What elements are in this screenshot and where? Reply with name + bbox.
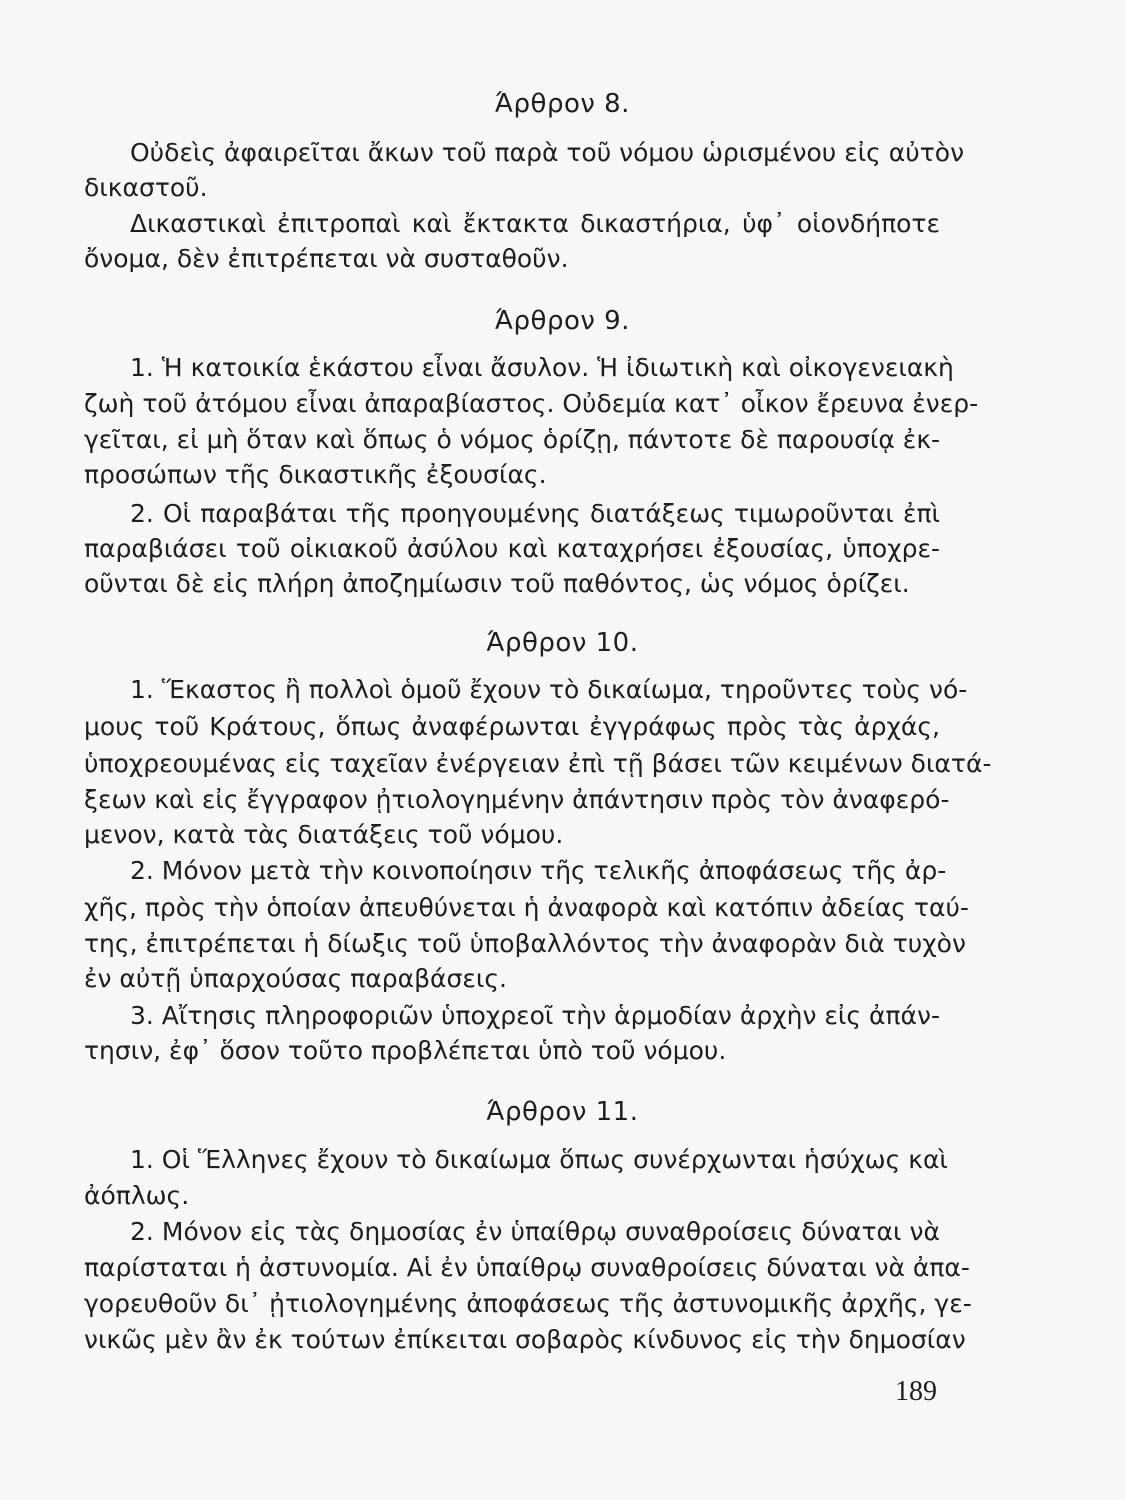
article-10-heading: Άρθρον 10. [486,628,639,658]
article-8-line-2: δικαστοῦ. [84,173,208,202]
article-10-line-2: μους τοῦ Κράτους, ὅπως ἀναφέρωνται ἐγγράφως πρὸς τὰς ἀρχάς, [84,712,940,741]
article-9-line-6: παραβιάσει τοῦ οἰκιακοῦ ἀσύλου καὶ καταχρήσει ἐξουσίας, ὑποχρε- [84,534,940,563]
article-10-line-5: μενον, κατὰ τὰς διατάξεις τοῦ νόμου. [84,820,564,849]
article-10-line-10: 3. Αἴτησις πληροφοριῶν ὑποχρεοῖ τὴν ἁρμοδίαν ἀρχὴν εἰς ἀπάν- [130,1001,940,1030]
article-9-line-7: οῦνται δὲ εἰς πλήρη ἀποζημίωσιν τοῦ παθόντος, ὡς νόμος ὁρίζει. [84,569,910,598]
article-8-line-4: ὄνομα, δὲν ἐπιτρέπεται νὰ συσταθοῦν. [84,244,569,273]
article-8-line-1: Οὐδεὶς ἀφαιρεῖται ἄκων τοῦ παρὰ τοῦ νόμου ὡρισμένου εἰς αὐτὸν [130,138,965,167]
article-9-line-1: 1. Ἡ κατοικία ἑκάστου εἶναι ἄσυλον. Ἡ ἰδιωτικὴ καὶ οἰκογενειακὴ [130,353,954,382]
article-10-line-7: χῆς, πρὸς τὴν ὁποίαν ἀπευθύνεται ἡ ἀναφορὰ καὶ κατόπιν ἀδείας ταύ- [84,893,969,922]
page-number: 189 [895,1376,937,1407]
article-11-heading: Άρθρον 11. [486,1097,639,1127]
article-11-line-6: νικῶς μὲν ἂν ἐκ τούτων ἐπίκειται σοβαρὸς κίνδυνος εἰς τὴν δημοσίαν [84,1325,966,1354]
article-10-line-4: ξεων καὶ εἰς ἔγγραφον ᾐτιολογημένην ἀπάντησιν πρὸς τὸν ἀναφερό- [84,785,950,814]
article-11-line-5: γορευθοῦν δι᾽ ᾐτιολογημένης ἀποφάσεως τῆς ἀστυνομικῆς ἀρχῆς, γε- [84,1289,972,1318]
article-9-line-3: γεῖται, εἰ μὴ ὅταν καὶ ὅπως ὁ νόμος ὁρίζῃ, πάντοτε δὲ παρουσίᾳ ἐκ- [84,425,941,454]
article-9-heading: Άρθρον 9. [495,306,630,336]
article-11-line-4: παρίσταται ἡ ἀστυνομία. Αἱ ἐν ὑπαίθρῳ συναθροίσεις δύναται νὰ ἀπα- [84,1253,970,1282]
article-8-line-3: Δικαστικαὶ ἐπιτροπαὶ καὶ ἔκτακτα δικαστήρια, ὑφ᾽ οἱονδήποτε [130,209,940,238]
article-10-line-9: ἐν αὐτῇ ὑπαρχούσας παραβάσεις. [84,964,507,993]
article-10-line-8: της, ἐπιτρέπεται ἡ δίωξις τοῦ ὑποβαλλόντος τὴν ἀναφορὰν διὰ τυχὸν [84,929,966,958]
article-10-line-11: τησιν, ἐφ᾽ ὅσον τοῦτο προβλέπεται ὑπὸ τοῦ νόμου. [84,1036,727,1065]
article-9-line-5: 2. Οἱ παραβάται τῆς προηγουμένης διατάξεως τιμωροῦνται ἐπὶ [130,499,940,528]
article-11-line-3: 2. Μόνον εἰς τὰς δημοσίας ἐν ὑπαίθρῳ συναθροίσεις δύναται νὰ [130,1217,940,1246]
article-8-heading: Άρθρον 8. [495,89,630,119]
article-10-line-1: 1. Ἕκαστος ἢ πολλοὶ ὁμοῦ ἔχουν τὸ δικαίωμα, τηροῦντες τοὺς νό- [130,675,968,704]
article-9-line-2: ζωὴ τοῦ ἀτόμου εἶναι ἀπαραβίαστος. Οὐδεμία κατ᾽ οἶκον ἔρευνα ἐνερ- [84,389,979,418]
article-10-line-3: ὑποχρεουμένας εἰς ταχεῖαν ἐνέργειαν ἐπὶ τῇ βάσει τῶν κειμένων διατά- [84,749,992,778]
article-10-line-6: 2. Μόνον μετὰ τὴν κοινοποίησιν τῆς τελικῆς ἀποφάσεως τῆς ἀρ- [130,856,947,885]
article-11-line-2: ἀόπλως. [84,1181,190,1210]
article-9-line-4: προσώπων τῆς δικαστικῆς ἐξουσίας. [84,460,547,489]
article-11-line-1: 1. Οἱ Ἕλληνες ἔχουν τὸ δικαίωμα ὅπως συνέρχωνται ἡσύχως καὶ [130,1145,948,1174]
